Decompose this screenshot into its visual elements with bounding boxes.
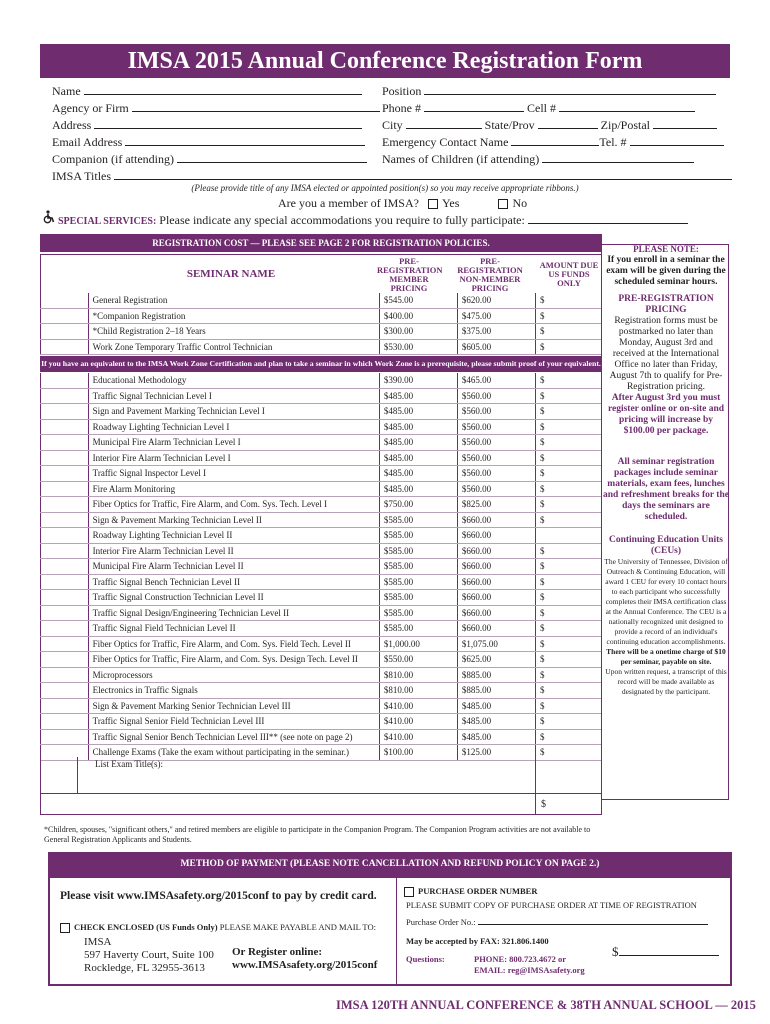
seminar-name: Interior Fire Alarm Technician Level I (88, 450, 379, 466)
table-row (41, 528, 602, 544)
row-spacer (41, 308, 89, 324)
phone-field[interactable]: Phone # Cell # (382, 100, 724, 117)
right-fields (382, 83, 724, 168)
member-price: $400.00 (379, 308, 457, 324)
fax-note: May be accepted by FAX: 321.806.1400 (406, 936, 549, 946)
seminar-name: Municipal Fire Alarm Technician Level I (88, 435, 379, 451)
amount-due-cell[interactable]: $ (536, 324, 602, 340)
yes-checkbox[interactable]: Yes (428, 196, 459, 210)
table-row (41, 574, 602, 590)
member-price: $390.00 (379, 373, 457, 388)
online-registration[interactable]: Or Register online: www.IMSAsafety.org/2015conf (232, 946, 378, 971)
amount-due-cell[interactable]: $ (536, 481, 602, 497)
nonmember-price: $660.00 (457, 528, 535, 544)
name-field[interactable]: Name (52, 83, 380, 100)
member-price: $545.00 (379, 293, 457, 308)
row-spacer (41, 497, 89, 513)
seminar-name: Municipal Fire Alarm Technician Level II (88, 559, 379, 575)
amount-due-cell[interactable]: $ (536, 466, 602, 482)
row-spacer (41, 652, 89, 668)
ceu-charge: There will be a onetime charge of $10 per seminar, payable on site. (606, 647, 726, 666)
children-field[interactable]: Names of Children (if attending) (382, 151, 724, 168)
amount-due-cell[interactable]: $ (536, 450, 602, 466)
payment-amount-field[interactable]: $ (612, 944, 719, 960)
ceu-title: Continuing Education Units (CEUs) (608, 535, 724, 556)
nonmember-pricing-header: PRE-REGISTRATION NON-MEMBER PRICING (457, 256, 523, 293)
amount-due-cell[interactable]: $ (536, 574, 602, 590)
agency-field[interactable]: Agency or Firm (52, 100, 380, 117)
nonmember-price: $375.00 (457, 324, 535, 340)
row-spacer (41, 559, 89, 575)
amount-due-cell[interactable] (536, 528, 602, 544)
imsa-titles-field[interactable]: IMSA Titles (52, 168, 732, 184)
nonmember-price: $485.00 (457, 698, 535, 714)
table-row (41, 543, 602, 559)
nonmember-price: $660.00 (457, 605, 535, 621)
amount-due-cell[interactable]: $ (536, 435, 602, 451)
list-exam-box[interactable] (40, 757, 602, 815)
seminar-name: Roadway Lighting Technician Level II (88, 528, 379, 544)
seminar-name: Fire Alarm Monitoring (88, 481, 379, 497)
nonmember-price: $660.00 (457, 574, 535, 590)
amount-due-cell[interactable]: $ (536, 404, 602, 420)
table-row (41, 683, 602, 699)
nonmember-price: $560.00 (457, 404, 535, 420)
amount-due-cell[interactable]: $ (536, 293, 602, 308)
po-submit-note: PLEASE SUBMIT COPY OF PURCHASE ORDER AT TIME OF REGISTRATION (406, 900, 697, 910)
ceu-text: The University of Tennessee, Division of Outreach & Continuing Education, will award 1 CEU for every 10 contact hours to each participant who successfully completes their IMSA certification class at the Annual Conference. The CEU is a nationally recognized unit designed to provide a record of an individual's continuing education accomplishments. (604, 557, 728, 646)
row-spacer (41, 714, 89, 730)
table-row (41, 729, 602, 745)
table-row (41, 605, 602, 621)
row-spacer (41, 698, 89, 714)
seminar-name: Educational Methodology (88, 373, 379, 388)
seminar-table (40, 373, 602, 761)
table-row (41, 373, 602, 388)
mailing-address: IMSA 597 Haverty Court, Suite 100 Rockledge, FL 32955-3613 (84, 936, 214, 974)
table-row (41, 293, 602, 308)
member-price: $485.00 (379, 481, 457, 497)
prereg-after: After August 3rd you must register online or on-site and pricing will increase by $100.00 per package. (607, 393, 725, 436)
amount-due-cell[interactable]: $ (536, 512, 602, 528)
general-table (40, 293, 602, 355)
amount-due-cell[interactable]: $ (536, 559, 602, 575)
titles-note: (Please provide title of any IMSA elected or appointed position(s) so you may receive appropriate ribbons.) (191, 183, 579, 193)
amount-due-cell[interactable]: $ (536, 590, 602, 606)
row-spacer (41, 729, 89, 745)
row-spacer (41, 543, 89, 559)
workzone-note: If you have an equivalent to the IMSA Work Zone Certification and plan to take a seminar in which Work Zone is a prerequisite, please submit proof of your equivalent. (40, 356, 602, 372)
nonmember-price: $560.00 (457, 419, 535, 435)
table-row (41, 559, 602, 575)
position-field[interactable]: Position (382, 83, 724, 100)
exam-note: If you enroll in a seminar the exam will be given during the scheduled seminar hours. (606, 255, 726, 287)
prereg-title: PRE-REGISTRATION PRICING (618, 294, 714, 315)
member-price: $410.00 (379, 698, 457, 714)
row-spacer (41, 605, 89, 621)
seminar-name: Fiber Optics for Traffic, Fire Alarm, and Com. Sys. Design Tech. Level II (88, 652, 379, 668)
city-field[interactable]: City State/Prov Zip/Postal (382, 117, 724, 134)
row-spacer (41, 339, 89, 355)
nonmember-price: $485.00 (457, 729, 535, 745)
member-price: $585.00 (379, 574, 457, 590)
amount-due-cell[interactable]: $ (536, 698, 602, 714)
nonmember-price: $660.00 (457, 512, 535, 528)
seminar-name: Traffic Signal Bench Technician Level II (88, 574, 379, 590)
row-spacer (41, 419, 89, 435)
seminar-name: Traffic Signal Field Technician Level II (88, 621, 379, 637)
member-price: $485.00 (379, 404, 457, 420)
seminar-name: Sign & Pavement Marking Technician Level II (88, 512, 379, 528)
registration-cost-header: REGISTRATION COST — PLEASE SEE PAGE 2 FOR REGISTRATION POLICIES. (40, 234, 602, 252)
row-spacer (41, 435, 89, 451)
row-spacer (41, 574, 89, 590)
member-price: $585.00 (379, 559, 457, 575)
member-price: $410.00 (379, 729, 457, 745)
member-price: $550.00 (379, 652, 457, 668)
amount-due-cell[interactable]: $ (536, 729, 602, 745)
row-spacer (41, 466, 89, 482)
seminar-name: Traffic Signal Construction Technician Level II (88, 590, 379, 606)
prereg-text: Registration forms must be postmarked no later than Monday, August 3rd and received at the International Office no later than Friday, August 7th to qualify for Pre-Registration pricing. (609, 316, 723, 392)
row-spacer (41, 324, 89, 340)
seminar-name: *Child Registration 2–18 Years (88, 324, 379, 340)
questions-label: Questions: (406, 954, 445, 964)
member-question-row (278, 196, 527, 211)
row-spacer (41, 373, 89, 388)
seminar-name: Traffic Signal Inspector Level I (88, 466, 379, 482)
nonmember-price: $560.00 (457, 450, 535, 466)
form-title: IMSA 2015 Annual Conference Registration Form (40, 44, 730, 78)
amount-due-cell[interactable]: $ (536, 373, 602, 388)
nonmember-price: $660.00 (457, 621, 535, 637)
nonmember-price: $560.00 (457, 466, 535, 482)
credit-card-text[interactable]: Please visit www.IMSAsafety.org/2015conf to pay by credit card. (60, 890, 377, 902)
nonmember-price: $465.00 (457, 373, 535, 388)
amount-due-cell[interactable]: $ (536, 388, 602, 404)
member-price: $585.00 (379, 590, 457, 606)
companion-field[interactable]: Companion (if attending) (52, 151, 380, 168)
amount-due-header: AMOUNT DUE US FUNDS ONLY (539, 260, 599, 288)
table-row (41, 667, 602, 683)
email-field[interactable]: Email Address (52, 134, 380, 151)
table-row (41, 388, 602, 404)
row-spacer (41, 293, 89, 308)
member-price: $585.00 (379, 621, 457, 637)
packages-note: All seminar registration packages include seminar materials, exam fees, lunches and refreshment breaks for the days the seminars are scheduled. (603, 457, 729, 522)
seminar-name: Traffic Signal Senior Bench Technician Level III** (see note on page 2) (88, 729, 379, 745)
amount-due-cell[interactable]: $ (536, 543, 602, 559)
companion-footnote: *Children, spouses, "significant others," and retired members are eligible to participate in the Companion Program. The Companion Program activities are not available to General Registration Applicants and Students. (44, 825, 591, 844)
table-row (41, 714, 602, 730)
member-price: $485.00 (379, 435, 457, 451)
member-price: $410.00 (379, 714, 457, 730)
member-price: $585.00 (379, 528, 457, 544)
no-checkbox[interactable]: No (498, 196, 527, 210)
amount-due-cell[interactable]: $ (536, 339, 602, 355)
table-row (41, 512, 602, 528)
please-note-title: PLEASE NOTE: (633, 244, 699, 254)
table-row (41, 324, 602, 340)
member-price: $300.00 (379, 324, 457, 340)
table-row (41, 621, 602, 637)
contact-info: PHONE: 800.723.4672 or EMAIL: reg@IMSAsafety.org (474, 954, 585, 975)
nonmember-price: $560.00 (457, 388, 535, 404)
seminar-name: Sign & Pavement Marking Senior Technician Level III (88, 698, 379, 714)
amount-due-cell[interactable]: $ (536, 419, 602, 435)
table-row (41, 466, 602, 482)
amount-due-cell[interactable]: $ (536, 308, 602, 324)
amount-due-cell[interactable]: $ (536, 636, 602, 652)
table-row (41, 404, 602, 420)
seminar-name: Challenge Exams (Take the exam without participating in the seminar.) (88, 745, 379, 761)
row-spacer (41, 683, 89, 699)
nonmember-price: $660.00 (457, 543, 535, 559)
nonmember-price: $1,075.00 (457, 636, 535, 652)
row-spacer (41, 590, 89, 606)
seminar-name-header: SEMINAR NAME (186, 268, 276, 280)
table-row (41, 636, 602, 652)
column-headers (40, 254, 602, 294)
seminar-name: Traffic Signal Technician Level I (88, 388, 379, 404)
member-price: $810.00 (379, 683, 457, 699)
purchase-order-checkbox[interactable]: PURCHASE ORDER NUMBER (404, 886, 537, 897)
seminar-name: Traffic Signal Design/Engineering Technician Level II (88, 605, 379, 621)
row-spacer (41, 512, 89, 528)
nonmember-price: $560.00 (457, 435, 535, 451)
table-row (41, 435, 602, 451)
amount-due-cell[interactable]: $ (536, 714, 602, 730)
member-price: $530.00 (379, 339, 457, 355)
nonmember-price: $475.00 (457, 308, 535, 324)
seminar-name: *Companion Registration (88, 308, 379, 324)
seminar-name: General Registration (88, 293, 379, 308)
special-services-field[interactable]: SPECIAL SERVICES: Please indicate any special accommodations you require to fully participate: (58, 212, 688, 228)
amount-due-cell[interactable]: $ (536, 667, 602, 683)
nonmember-price: $660.00 (457, 590, 535, 606)
payment-header: METHOD OF PAYMENT (PLEASE NOTE CANCELLATION AND REFUND POLICY ON PAGE 2.) (48, 852, 732, 876)
seminar-name: Sign and Pavement Marking Technician Level I (88, 404, 379, 420)
row-spacer (41, 450, 89, 466)
wheelchair-icon (42, 210, 56, 224)
footer-text: IMSA 120TH ANNUAL CONFERENCE & 38TH ANNUAL SCHOOL — 2015 (336, 998, 756, 1012)
member-price: $810.00 (379, 667, 457, 683)
member-pricing-header: PRE-REGISTRATION MEMBER PRICING (377, 256, 443, 293)
table-row (41, 419, 602, 435)
member-price: $485.00 (379, 450, 457, 466)
check-enclosed[interactable]: CHECK ENCLOSED (US Funds Only) PLEASE MAKE PAYABLE AND MAIL TO: (60, 922, 376, 933)
member-price: $750.00 (379, 497, 457, 513)
nonmember-price: $885.00 (457, 683, 535, 699)
member-price: $485.00 (379, 466, 457, 482)
row-spacer (41, 388, 89, 404)
seminar-name: Fiber Optics for Traffic, Fire Alarm, and Com. Sys. Tech. Level I (88, 497, 379, 513)
seminar-name: Roadway Lighting Technician Level I (88, 419, 379, 435)
seminar-name: Work Zone Temporary Traffic Control Technician (88, 339, 379, 355)
member-question: Are you a member of IMSA? (278, 196, 419, 210)
seminar-name: Traffic Signal Senior Field Technician Level III (88, 714, 379, 730)
nonmember-price: $825.00 (457, 497, 535, 513)
amount-due-cell[interactable]: $ (536, 605, 602, 621)
amount-due-cell[interactable]: $ (536, 683, 602, 699)
seminar-name: Microprocessors (88, 667, 379, 683)
row-spacer (41, 621, 89, 637)
member-price: $585.00 (379, 512, 457, 528)
row-spacer (41, 481, 89, 497)
amount-due-cell[interactable]: $ (536, 621, 602, 637)
total-amount[interactable]: $ (541, 799, 546, 810)
nonmember-price: $560.00 (457, 481, 535, 497)
table-row (41, 339, 602, 355)
amount-due-cell[interactable]: $ (536, 497, 602, 513)
payment-box (48, 876, 732, 986)
ceu-transcript: Upon written request, a transcript of this record will be made available as designated by the participant. (605, 667, 727, 696)
po-number-field[interactable]: Purchase Order No.: (406, 916, 708, 927)
amount-due-cell[interactable]: $ (536, 745, 602, 761)
row-spacer (41, 404, 89, 420)
nonmember-price: $625.00 (457, 652, 535, 668)
left-fields (52, 83, 380, 168)
member-price: $485.00 (379, 388, 457, 404)
row-spacer (41, 636, 89, 652)
seminar-name: Fiber Optics for Traffic, Fire Alarm, and Com. Sys. Field Tech. Level II (88, 636, 379, 652)
member-price: $585.00 (379, 605, 457, 621)
member-price: $1,000.00 (379, 636, 457, 652)
nonmember-price: $485.00 (457, 714, 535, 730)
seminar-name: Interior Fire Alarm Technician Level II (88, 543, 379, 559)
nonmember-price: $605.00 (457, 339, 535, 355)
table-row (41, 652, 602, 668)
table-row (41, 450, 602, 466)
row-spacer (41, 528, 89, 544)
seminar-name: Electronics in Traffic Signals (88, 683, 379, 699)
nonmember-price: $125.00 (457, 745, 535, 761)
row-spacer (41, 667, 89, 683)
table-row (41, 308, 602, 324)
member-price: $100.00 (379, 745, 457, 761)
nonmember-price: $885.00 (457, 667, 535, 683)
table-row (41, 590, 602, 606)
nonmember-price: $660.00 (457, 559, 535, 575)
list-exam-label: List Exam Title(s): (95, 759, 164, 769)
table-row (41, 698, 602, 714)
table-row (41, 481, 602, 497)
table-row (41, 497, 602, 513)
member-price: $585.00 (379, 543, 457, 559)
member-price: $485.00 (379, 419, 457, 435)
address-field[interactable]: Address (52, 117, 380, 134)
amount-due-cell[interactable]: $ (536, 652, 602, 668)
nonmember-price: $620.00 (457, 293, 535, 308)
emergency-field[interactable]: Emergency Contact Name Tel. # (382, 134, 724, 151)
